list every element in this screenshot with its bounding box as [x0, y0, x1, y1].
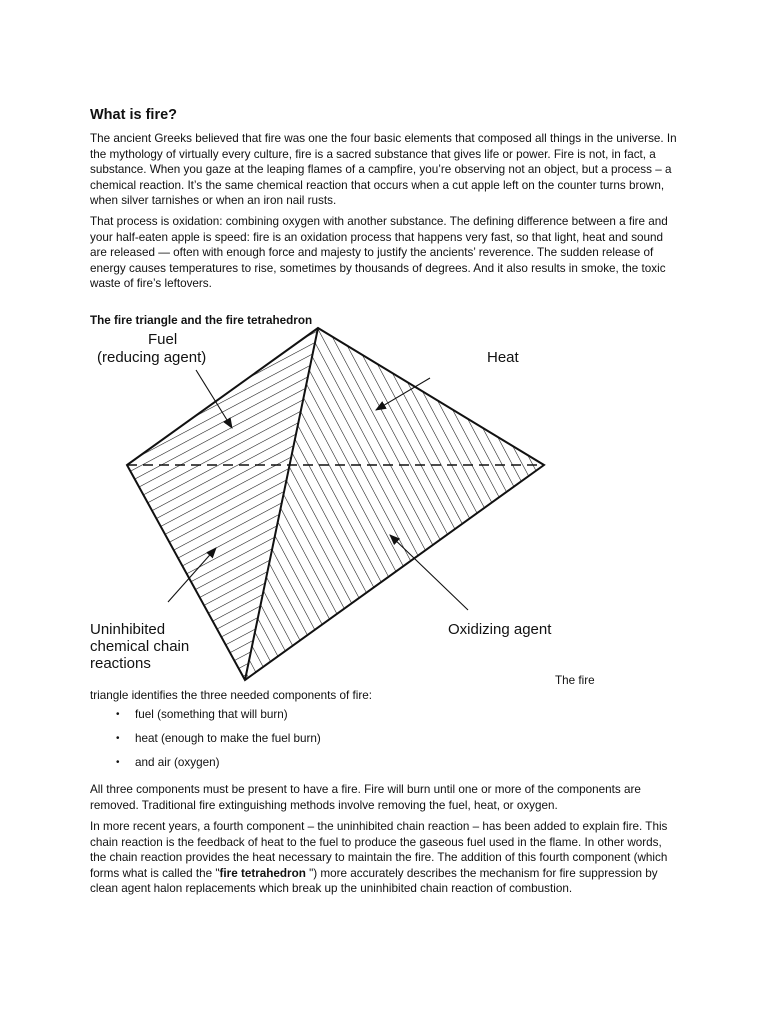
paragraph-tetrahedron: [90, 819, 680, 897]
triangle-intro: triangle identifies the three needed components of fire:: [90, 689, 372, 702]
list-item: [90, 731, 321, 755]
paragraph-greeks: The ancient Greeks believed that fire was one the four basic elements that composed all things in the universe. In the mythology of virtually every culture, fire is a sacred substance that gives life or power. Fire is not, in fact, a substance. When you gaze at the leaping flames of a campfire, you’re observing not an object, but a process – a chemical reaction. It’s the same chemical reaction that occurs when a cut apple left on the counter turns brown, when silver tarnishes or when an iron nail rusts.: [90, 132, 677, 208]
bullet-glyph: •: [116, 709, 120, 720]
paragraph-tetrahedron-before: In more recent years, a fourth component – the uninhibited chain reaction – has been added to explain fire. This chain reaction is the feedback of heat to the fuel to produce the gaseous fuel used in the flame. In other words, the chain reaction provides the heat necessary to maintain the fire. The addition of this fourth component (which forms what is called the ": [90, 820, 668, 880]
list-item-text: and air (oxygen): [135, 756, 220, 769]
list-item: [90, 707, 321, 731]
paragraph-oxidation: That process is oxidation: combining oxygen with another substance. The defining difference between a fire and your half-eaten apple is speed: fire is an oxidation process that happens very fast, so that light, heat and sound are released — often with enough force and majesty to justify the ancients’ reverence. The sudden release of energy causes temperatures to rise, sometimes by thousands of degrees. And it also results in smoke, the toxic waste of fire’s leftovers.: [90, 215, 668, 291]
label-oxidizing: Oxidizing agent: [448, 621, 552, 638]
label-heat: Heat: [487, 349, 519, 366]
paragraph-components: All three components must be present to have a fire. Fire will burn until one or more of the components are removed. Traditional fire extinguishing methods involve removing the fuel, heat, or oxygen.: [90, 783, 641, 812]
trailing-text: The fire: [555, 674, 595, 687]
components-list: [90, 707, 321, 779]
section-subheading: The fire triangle and the fire tetrahedron: [90, 314, 313, 327]
paragraph-tetrahedron-after: ") more accurately describes the mechanism for fire suppression by clean agent halon replacements which break up the uninhibited chain reaction of combustion.: [90, 866, 658, 896]
bullet-glyph: •: [116, 757, 120, 768]
list-item-text: heat (enough to make the fuel burn): [135, 732, 321, 745]
label-chain-line3: reactions: [90, 655, 151, 672]
list-item-text: fuel (something that will burn): [135, 708, 288, 721]
list-item: [90, 755, 321, 779]
label-fuel-line1: Fuel: [148, 331, 178, 348]
page-title: What is fire?: [90, 107, 178, 123]
label-fuel-line2: (reducing agent): [97, 349, 207, 366]
label-chain-line1: Uninhibited: [90, 621, 166, 638]
fire-tetrahedron-term: fire tetrahedron: [219, 866, 306, 880]
bullet-glyph: •: [116, 733, 120, 744]
label-chain-line2: chemical chain: [90, 638, 190, 655]
